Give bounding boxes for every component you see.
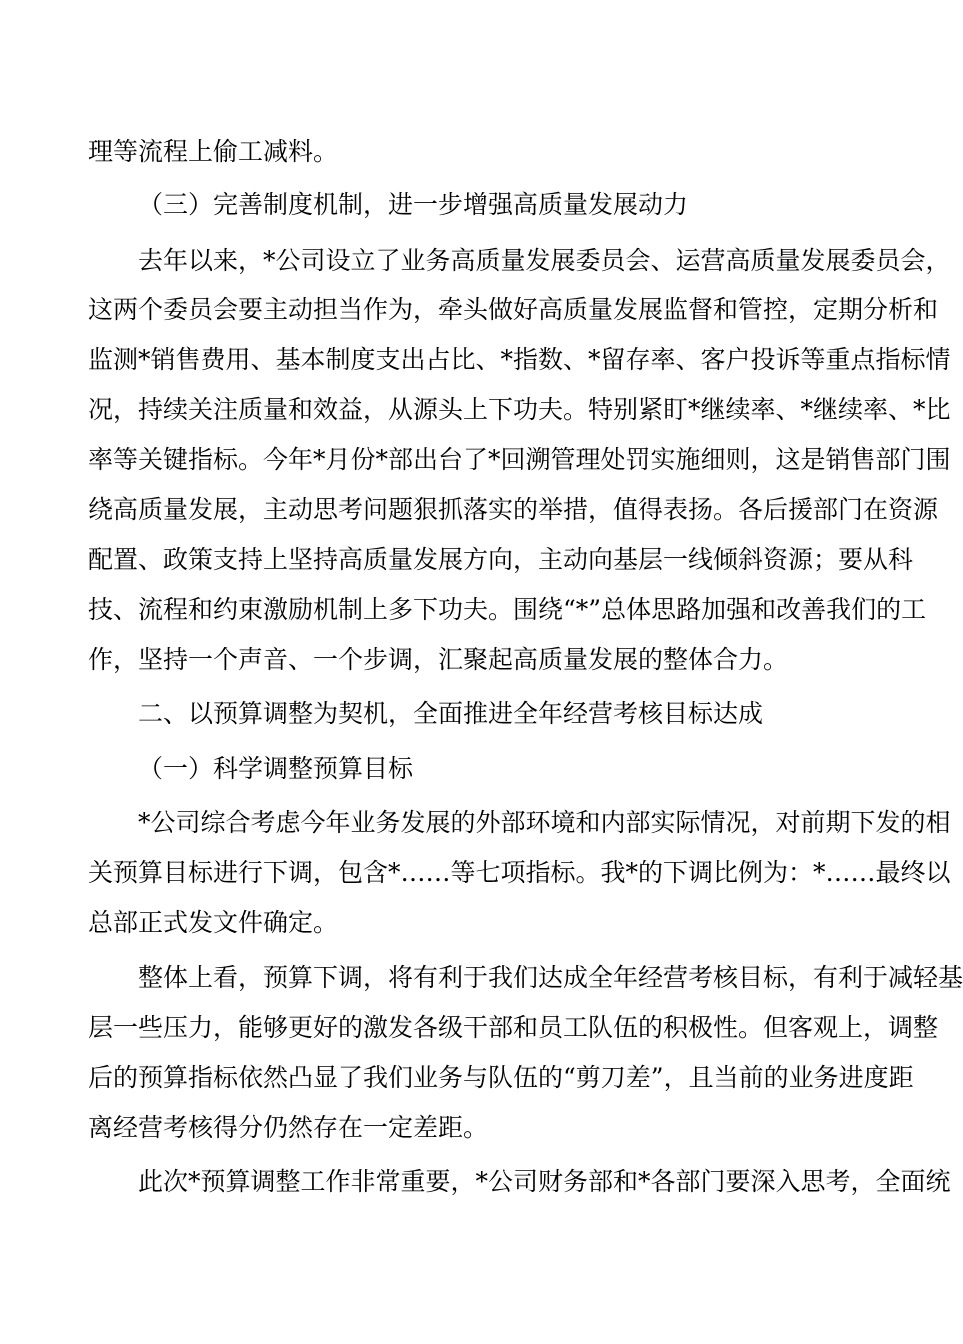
paragraph-line: *公司综合考虑今年业务发展的外部环境和内部实际情况，对前期下发的相 — [138, 808, 951, 837]
paragraph-line: 去年以来，*公司设立了业务高质量发展委员会、运营高质量发展委员会， — [138, 246, 951, 275]
paragraph-line: 此次*预算调整工作非常重要，*公司财务部和*各部门要深入思考，全面统 — [138, 1167, 951, 1196]
paragraph-line: 这两个委员会要主动担当作为，牵头做好高质量发展监督和管控，定期分析和 — [88, 295, 939, 324]
paragraph-line: 配置、政策支持上坚持高质量发展方向，主动向基层一线倾斜资源；要从科 — [88, 545, 914, 574]
paragraph-line: 理等流程上偷工减料。 — [88, 137, 339, 166]
paragraph-line: 后的预算指标依然凸显了我们业务与队伍的“剪刀差”，且当前的业务进度距 — [88, 1063, 914, 1092]
paragraph-line: 作，坚持一个声音、一个步调，汇聚起高质量发展的整体合力。 — [88, 645, 789, 674]
paragraph-line: 离经营考核得分仍然存在一定差距。 — [88, 1113, 489, 1142]
paragraph-line: 层一些压力，能够更好的激发各级干部和员工队伍的积极性。但客观上，调整 — [88, 1013, 939, 1042]
paragraph-line: 率等关键指标。今年*月份*部出台了*回溯管理处罚实施细则，这是销售部门围 — [88, 445, 951, 474]
paragraph-line: 况，持续关注质量和效益，从源头上下功夫。特别紧盯*继续率、*继续率、*比 — [88, 395, 951, 424]
paragraph-line: 技、流程和约束激励机制上多下功夫。围绕“*”总体思路加强和改善我们的工 — [88, 595, 927, 624]
subsection-heading: （一）科学调整预算目标 — [138, 754, 414, 783]
section-heading: 二、以预算调整为契机，全面推进全年经营考核目标达成 — [138, 699, 764, 728]
paragraph-line: 关预算目标进行下调，包含*……等七项指标。我*的下调比例为：*……最终以 — [88, 858, 951, 887]
paragraph-line: 监测*销售费用、基本制度支出占比、*指数、*留存率、客户投诉等重点指标情 — [88, 345, 951, 374]
section-heading: （三）完善制度机制，进一步增强高质量发展动力 — [138, 190, 689, 219]
paragraph-line: 整体上看，预算下调，将有利于我们达成全年经营考核目标，有利于减轻基 — [138, 963, 963, 992]
paragraph-line: 绕高质量发展，主动思考问题狠抓落实的举措，值得表扬。各后援部门在资源 — [88, 495, 939, 524]
paragraph-line: 总部正式发文件确定。 — [88, 908, 339, 937]
